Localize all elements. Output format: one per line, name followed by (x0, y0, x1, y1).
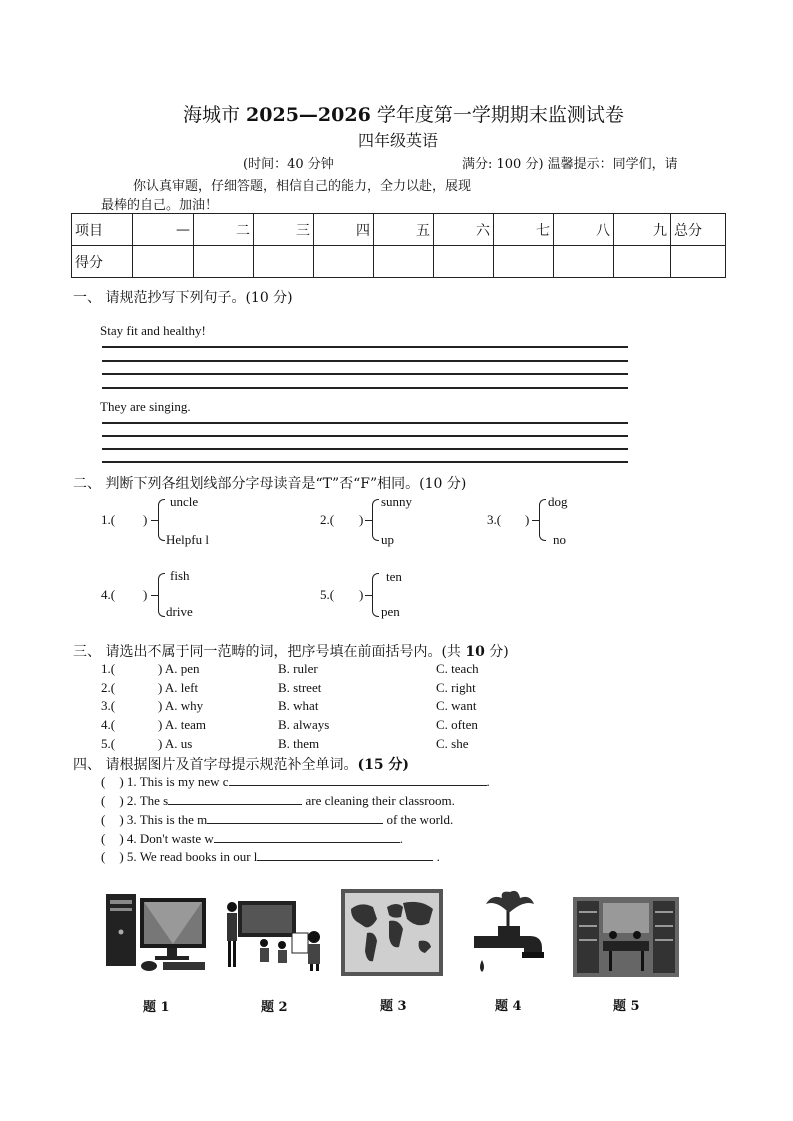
fill-q5-end: . (433, 849, 440, 864)
category-q5-option-a: ) A. us (158, 736, 193, 751)
score-input-cell[interactable] (133, 246, 194, 278)
pron-q4-top-word: fish (170, 568, 190, 583)
section4-heading (73, 754, 409, 774)
section1-heading: 一、 请规范抄写下列句子。(10 分) (73, 290, 293, 306)
fill-q4-paren[interactable]: ( (101, 831, 106, 846)
picture-caption-4: 题 4 (495, 999, 522, 1014)
category-q1-option-c: C. teach (436, 661, 479, 676)
score-table-cell: 七 (494, 214, 554, 246)
pron-q1-bottom-word: Helpfu l (166, 532, 209, 547)
pron-q5-brace (372, 573, 379, 617)
picture-caption-3: 题 3 (380, 999, 407, 1014)
score-table-cell: 项目 (72, 214, 133, 246)
category-q3-number[interactable]: 3.( (101, 698, 116, 713)
score-input-cell[interactable] (671, 246, 726, 278)
score-table-score-row (72, 246, 726, 278)
fill-q1-text: ) 1. This is my new c (119, 774, 229, 789)
section3-heading-unit: 分) (484, 644, 509, 660)
exam-title (183, 100, 624, 127)
fill-q2-text: ) 2. The s (119, 793, 169, 808)
picture-caption-1: 题 1 (143, 1000, 170, 1015)
category-q2-number[interactable]: 2.( (101, 680, 116, 695)
pron-q3-brace (539, 499, 546, 541)
fill-q4-text: ) 4. Don't waste w (119, 831, 214, 846)
score-table-cell: 总分 (671, 214, 726, 246)
section3-heading-points: 10 (465, 644, 485, 660)
writing-line[interactable] (102, 346, 628, 348)
writing-line[interactable] (102, 373, 628, 375)
fill-q3-blank[interactable] (207, 811, 383, 824)
fill-q1-paren[interactable]: ( (101, 774, 106, 789)
score-input-cell[interactable] (434, 246, 494, 278)
fill-q2-paren[interactable]: ( (101, 793, 106, 808)
title-rest: 学年度第一学期期末监测试卷 (370, 104, 624, 126)
section3-heading (73, 641, 509, 661)
category-q2-option-c: C. right (436, 680, 476, 695)
world-map-picture (341, 889, 443, 976)
pron-q4-brace (158, 573, 165, 617)
pron-q5-top-word: ten (386, 569, 402, 584)
fill-q3-text: ) 3. This is the m (119, 812, 208, 827)
category-q1-option-a: ) A. pen (158, 661, 200, 676)
picture-caption-5: 题 5 (613, 999, 640, 1014)
pron-q5-bottom-word: pen (381, 604, 400, 619)
exam-tip-line3: 最棒的自己。加油！ (101, 198, 219, 213)
pron-q3-number: 3.( (487, 512, 502, 527)
score-input-cell[interactable] (614, 246, 671, 278)
writing-line[interactable] (102, 448, 628, 450)
fill-q1-blank[interactable] (229, 773, 487, 786)
score-input-cell[interactable] (374, 246, 434, 278)
pron-q3-bottom-word: no (553, 532, 566, 547)
score-table-header-row (72, 214, 726, 246)
section3-heading-text: 三、 请选出不属于同一范畴的词，把序号填在前面括号内。(共 (73, 644, 466, 660)
fill-q2 (101, 792, 455, 809)
picture-caption-2: 题 2 (261, 1000, 288, 1015)
exam-full-score: 满分: 100 分) 温馨提示：同学们，请 (462, 157, 678, 172)
computer-picture (103, 892, 209, 974)
score-input-cell[interactable] (554, 246, 614, 278)
students-picture (222, 897, 328, 973)
writing-line[interactable] (102, 360, 628, 362)
fill-q5-text: ) 5. We read books in our l (119, 849, 258, 864)
fill-q2-end: are cleaning their classroom. (302, 793, 455, 808)
category-q1-option-b: B. ruler (278, 661, 318, 676)
pron-q1-brace (158, 499, 165, 541)
section2-heading: 二、 判断下列各组划线部分字母读音是“T”否“F”相同。(10 分) (73, 476, 467, 492)
pron-q1-answer-close[interactable]: ) (143, 512, 148, 527)
score-input-cell[interactable] (314, 246, 374, 278)
pron-q1-number: 1.( (101, 512, 116, 527)
fill-q4-end: . (399, 831, 404, 846)
pron-q2-number: 2.( (320, 512, 335, 527)
pron-q5-answer-close[interactable]: ) (359, 587, 364, 602)
score-table-cell: 四 (314, 214, 374, 246)
pron-q2-bottom-word: up (381, 532, 394, 547)
score-table-cell: 得分 (72, 246, 133, 278)
fill-q3-paren[interactable]: ( (101, 812, 106, 827)
pron-q2-brace (372, 499, 379, 541)
fill-q5-paren[interactable]: ( (101, 849, 106, 864)
score-input-cell[interactable] (494, 246, 554, 278)
fill-q4-blank[interactable] (214, 830, 400, 843)
pron-q5-number: 5.( (320, 587, 335, 602)
category-q2-option-a: ) A. left (158, 680, 199, 695)
fill-q2-blank[interactable] (168, 792, 302, 805)
title-year: 2025—2026 (246, 104, 371, 126)
category-q3-option-b: B. what (278, 698, 319, 713)
category-q3-option-c: C. want (436, 698, 477, 713)
fill-q5-blank[interactable] (257, 848, 433, 861)
exam-subtitle: 四年级英语 (358, 131, 439, 150)
section4-heading-points: (15 分) (357, 757, 410, 773)
fill-q3-end: of the world. (383, 812, 454, 827)
score-table-cell: — (133, 214, 194, 246)
section4-heading-text: 四、 请根据图片及首字母提示规范补全单词。 (73, 757, 358, 773)
score-table-cell: 二 (194, 214, 254, 246)
pron-q2-answer-close[interactable]: ) (359, 512, 364, 527)
fill-q1-end: . (486, 774, 490, 789)
score-table-cell: 六 (434, 214, 494, 246)
category-q5-option-c: C. she (436, 736, 469, 751)
score-table-cell: 三 (254, 214, 314, 246)
pron-q4-answer-close[interactable]: ) (143, 587, 148, 602)
category-q3-option-a: ) A. why (158, 698, 204, 713)
category-q1-number[interactable]: 1.( (101, 661, 116, 676)
writing-line[interactable] (102, 387, 628, 389)
score-table (71, 213, 726, 278)
score-input-cell[interactable] (254, 246, 314, 278)
copy-sentence-2: They are singing. (100, 399, 191, 414)
fill-q1 (101, 773, 490, 790)
pron-q3-top-word: dog (548, 494, 568, 509)
category-q4-option-c: C. often (436, 717, 478, 732)
score-input-cell[interactable] (194, 246, 254, 278)
category-q4-number[interactable]: 4.( (101, 717, 116, 732)
writing-line[interactable] (102, 435, 628, 437)
pron-q4-number: 4.( (101, 587, 116, 602)
category-q4-option-a: ) A. team (158, 717, 207, 732)
category-q5-option-b: B. them (278, 736, 320, 751)
score-table-cell: 八 (554, 214, 614, 246)
category-q2-option-b: B. street (278, 680, 322, 695)
pron-q4-bottom-word: drive (166, 604, 193, 619)
copy-sentence-1: Stay fit and healthy! (100, 323, 206, 338)
pron-q1-top-word: uncle (170, 494, 199, 509)
pron-q3-answer-close[interactable]: ) (525, 512, 530, 527)
fill-q5 (101, 848, 440, 865)
fill-q4 (101, 830, 403, 847)
exam-tip-line2: 你认真审题，仔细答题，相信自己的能力，全力以赴，展现 (133, 179, 472, 194)
library-picture (573, 897, 679, 977)
title-city: 海城市 (183, 104, 247, 126)
pron-q2-top-word: sunny (381, 494, 413, 509)
score-table-cell: 五 (374, 214, 434, 246)
score-table-cell: 九 (614, 214, 671, 246)
category-q4-option-b: B. always (278, 717, 330, 732)
fill-q3 (101, 811, 453, 828)
writing-line[interactable] (102, 461, 628, 463)
writing-line[interactable] (102, 422, 628, 424)
exam-time: (时间：40 分钟 (243, 157, 334, 172)
water-tap-picture (472, 888, 546, 976)
category-q5-number[interactable]: 5.( (101, 736, 116, 751)
